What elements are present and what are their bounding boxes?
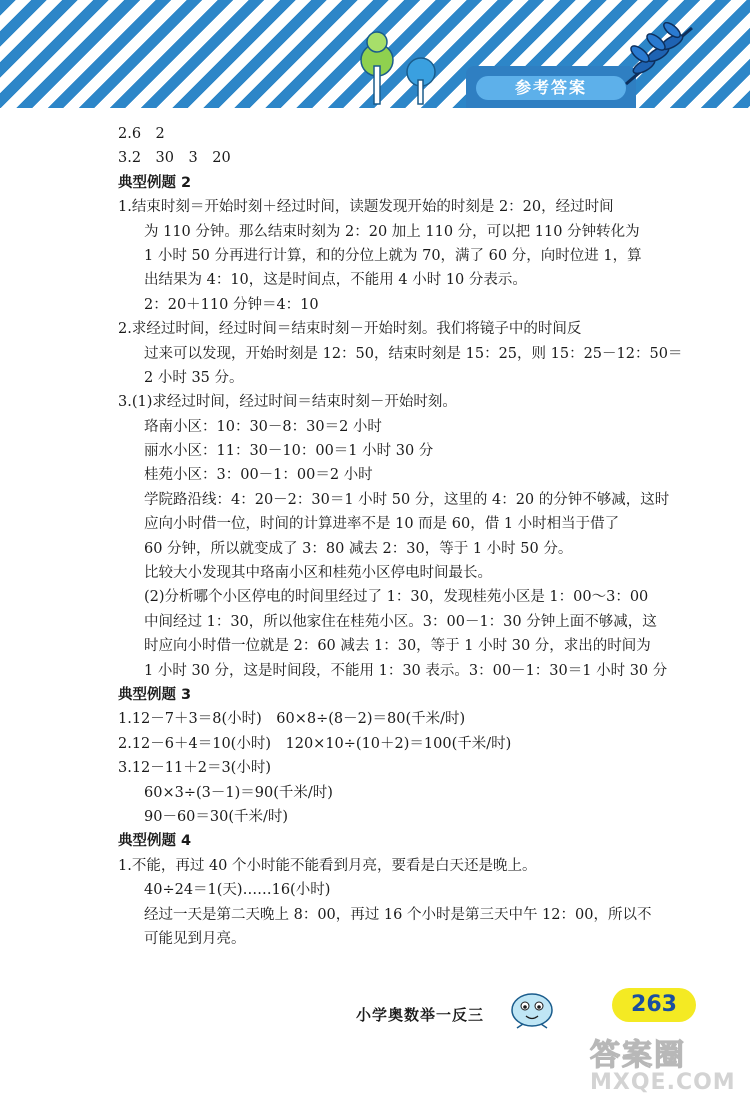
text-line: 90－60＝30(千米/时) xyxy=(144,808,289,825)
book-title: 小学奥数举一反三 xyxy=(356,1006,485,1024)
text-line: 1 小时 50 分再进行计算，和的分位上就为 70，满了 60 分，向时位进 1，算 xyxy=(144,247,642,264)
text-line: 1.12－7＋3＝8(小时) 60×8÷(8－2)＝80(千米/时) xyxy=(118,711,466,728)
text-line: 学院路沿线：4：20－2：30＝1 小时 50 分，这里的 4：20 的分钟不够减，这时 xyxy=(144,491,670,508)
text-line: 3.12－11＋2＝3(小时) xyxy=(118,760,272,777)
text-line: 应向小时借一位，时间的计算进率不是 10 而是 60，借 1 小时相当于借了 xyxy=(144,516,620,533)
text-line: 2：20＋110 分钟＝4：10 xyxy=(144,296,319,313)
text-line: 2.6 2 xyxy=(118,126,165,142)
watermark xyxy=(590,1030,740,1096)
tree-illustration xyxy=(355,30,445,105)
text-line: 3.(1)求经过时间，经过时间＝结束时刻－开始时刻。 xyxy=(118,394,457,411)
page-number: 263 xyxy=(612,988,696,1022)
text-line: (2)分析哪个小区停电的时间里经过了 1：30，发现桂苑小区是 1：00～3：00 xyxy=(144,589,649,606)
text-line: 60×3÷(3－1)＝90(千米/时) xyxy=(144,784,333,801)
section-heading: 典型例题 3 xyxy=(118,686,192,703)
text-line: 时应向小时借一位就是 2：60 减去 1：30，等于 1 小时 30 分，求出的时间为 xyxy=(144,638,651,655)
text-line: 中间经过 1：30，所以他家住在桂苑小区。3：00－1：30 分钟上面不够减，这 xyxy=(144,613,657,630)
header-banner xyxy=(0,0,750,108)
text-line: 过来可以发现，开始时刻是 12：50，结束时刻是 15：25，则 15：25－12：50＝ xyxy=(144,345,683,362)
watermark-top-text: 答案圈 xyxy=(590,1038,686,1073)
text-line: 2 小时 35 分。 xyxy=(144,369,244,386)
text-line: 珞南小区：10：30－8：30＝2 小时 xyxy=(144,418,382,435)
text-line: 为 110 分钟。那么结束时刻为 2：20 加上 110 分，可以把 110 分钟转化为 xyxy=(144,223,640,240)
text-line: 出结果为 4：10，这是时间点，不能用 4 小时 10 分表示。 xyxy=(144,272,527,289)
text-line: 丽水小区：11：30－10：00＝1 小时 30 分 xyxy=(144,443,434,460)
text-line: 比较大小发现其中珞南小区和桂苑小区停电时间最长。 xyxy=(144,565,492,582)
text-line: 可能见到月亮。 xyxy=(144,930,246,947)
answer-key-tab xyxy=(466,66,636,108)
text-line: 1.结束时刻＝开始时刻＋经过时间，读题发现开始的时刻是 2：20，经过时间 xyxy=(118,199,614,216)
section-heading: 典型例题 2 xyxy=(118,174,192,191)
text-line: 2.12－6＋4＝10(小时) 120×10÷(10＋2)＝100(千米/时) xyxy=(118,735,512,752)
text-line: 3.2 30 3 20 xyxy=(118,150,231,167)
answer-content xyxy=(118,122,683,951)
mascot-icon xyxy=(507,986,557,1030)
leaf-icon xyxy=(622,22,700,88)
text-line: 2.求经过时间，经过时间＝结束时刻－开始时刻。我们将镜子中的时间反 xyxy=(118,321,582,338)
watermark-bottom-text: MXQE.COM xyxy=(590,1070,736,1095)
text-line: 40÷24＝1(天)……16(小时) xyxy=(144,882,331,899)
text-line: 1 小时 30 分，这是时间段，不能用 1：30 表示。3：00－1：30＝1 小时 30 分 xyxy=(144,662,668,679)
answer-key-label: 参考答案 xyxy=(476,76,626,100)
text-line: 60 分钟，所以就变成了 3：80 减去 2：30，等于 1 小时 50 分。 xyxy=(144,540,573,557)
section-heading: 典型例题 4 xyxy=(118,833,192,850)
text-line: 桂苑小区：3：00－1：00＝2 小时 xyxy=(144,467,373,484)
text-line: 1.不能，再过 40 个小时能不能看到月亮，要看是白天还是晚上。 xyxy=(118,857,537,874)
text-line: 经过一天是第二天晚上 8：00，再过 16 个小时是第三天中午 12：00，所以不 xyxy=(144,906,652,923)
